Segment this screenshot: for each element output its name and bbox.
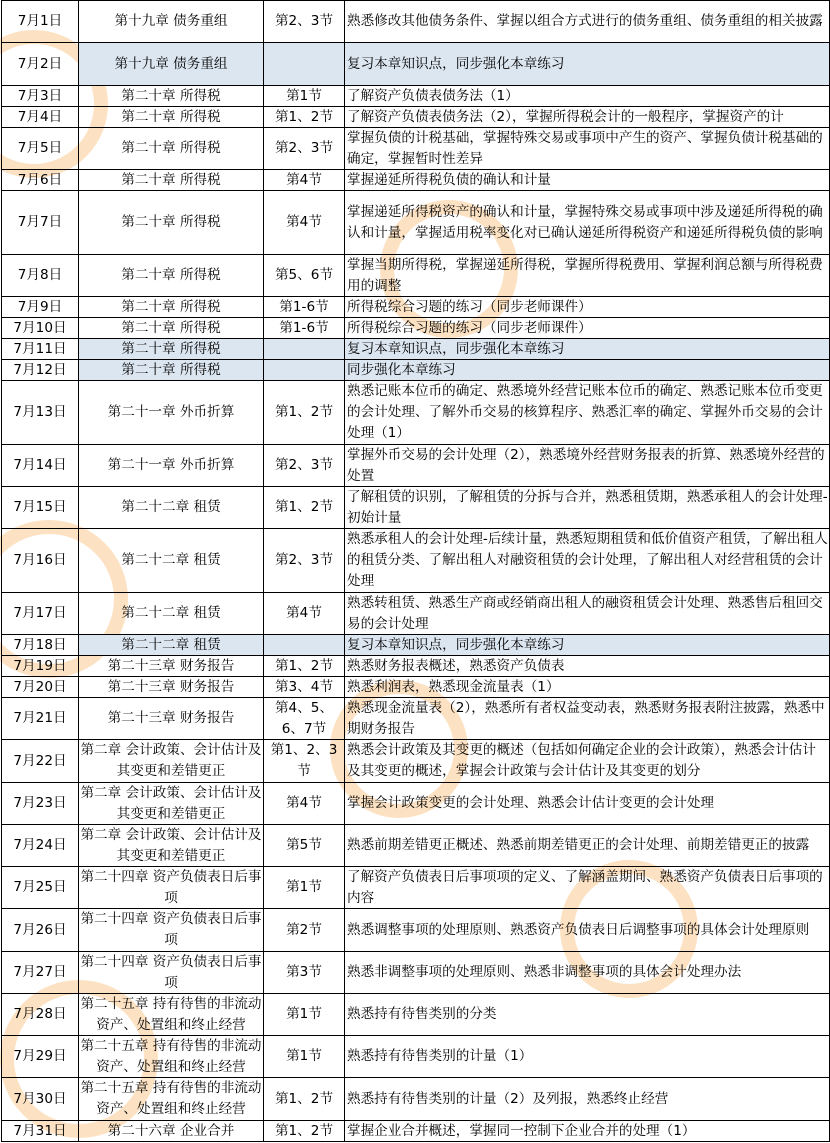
content-cell-text: 掌握递延所得税负债的确认和计量	[347, 172, 551, 188]
content-cell	[345, 529, 830, 593]
date-cell	[2, 381, 79, 445]
content-cell	[345, 43, 830, 86]
date-cell	[2, 318, 79, 339]
chapter-cell	[79, 128, 264, 170]
table-row	[2, 297, 830, 318]
chapter-cell	[79, 43, 264, 86]
table-row	[2, 529, 830, 593]
content-cell-text: 熟悉非调整事项的处理原则、熟悉非调整事项的具体会计处理办法	[347, 964, 742, 980]
section-cell-text: 第4节	[286, 605, 322, 621]
content-cell	[345, 1036, 830, 1078]
date-cell	[2, 909, 79, 952]
chapter-cell	[79, 170, 264, 191]
date-cell	[2, 339, 79, 360]
date-cell	[2, 191, 79, 255]
chapter-cell	[79, 529, 264, 593]
chapter-cell-text: 第二十五章 持有待售的非流动资产、处置组和终止经营	[80, 1038, 262, 1075]
content-cell-text: 复习本章知识点，同步强化本章练习	[347, 55, 565, 72]
chapter-cell-text: 第二十章 所得税	[121, 362, 221, 378]
section-cell-text: 第2节	[286, 921, 322, 938]
chapter-cell-text: 第二十章 所得税	[121, 88, 221, 104]
content-cell-text: 复习本章知识点，同步强化本章练习	[347, 637, 565, 653]
content-cell-text: 熟悉记账本位币的确定、熟悉境外经营记账本位币的确定、熟悉记账本位币变更的会计处理、了解外币交易的核算程序、熟悉汇率的确定、掌握外币交易的会计处理（1）	[347, 383, 823, 441]
chapter-cell-text: 第十九章 债务重组	[114, 13, 228, 29]
section-cell	[264, 656, 345, 677]
table-row	[2, 86, 830, 107]
chapter-cell	[79, 318, 264, 339]
date-cell-text: 7月12日	[13, 362, 67, 378]
content-cell	[345, 698, 830, 740]
content-cell	[345, 909, 830, 952]
section-cell-text	[264, 339, 344, 359]
chapter-cell-text: 第二十一章 外币折算	[107, 404, 235, 420]
table-row	[2, 698, 830, 740]
section-cell	[264, 381, 345, 445]
content-cell-text: 同步强化本章练习	[347, 362, 456, 378]
chapter-cell-text: 第二十章 所得税	[121, 109, 221, 125]
date-cell	[2, 1036, 79, 1078]
date-cell	[2, 740, 79, 783]
content-cell-text: 掌握外币交易的会计处理（2），熟悉境外经营财务报表的折算、熟悉境外经营的处置	[347, 447, 825, 484]
date-cell-text: 7月27日	[13, 964, 67, 980]
chapter-cell-text: 第十九章 债务重组	[114, 55, 228, 72]
section-cell-text: 第1节	[286, 879, 322, 895]
table-row	[2, 1121, 830, 1142]
chapter-cell	[79, 1121, 264, 1142]
chapter-cell-text: 第二十四章 资产负债表日后事项	[80, 869, 262, 906]
section-cell	[264, 445, 345, 487]
content-cell	[345, 191, 830, 255]
date-cell	[2, 487, 79, 529]
chapter-cell-text: 第二章 会计政策、会计估计及其变更和差错更正	[80, 785, 262, 822]
date-cell	[2, 952, 79, 994]
table-row	[2, 339, 830, 360]
content-cell	[345, 86, 830, 107]
section-cell	[264, 635, 345, 656]
section-cell-text: 第2、3节	[274, 140, 334, 156]
content-cell-text: 熟悉承租人的会计处理-后续计量，熟悉短期租赁和低价值资产租赁，了解出租人的租赁分类、了解出租人对融资租赁的会计处理，了解出租人对经营租赁的会计处理	[347, 531, 828, 589]
table-row	[2, 191, 830, 255]
date-cell-text: 7月15日	[13, 499, 67, 515]
section-cell-text: 第1节	[286, 1048, 322, 1064]
date-cell-text: 7月5日	[17, 140, 63, 156]
content-cell-text: 熟悉持有待售类别的计量（1）	[347, 1048, 533, 1064]
section-cell	[264, 952, 345, 994]
date-cell	[2, 1078, 79, 1121]
chapter-cell	[79, 783, 264, 825]
content-cell-text: 掌握负债的计税基础，掌握特殊交易或事项中产生的资产、掌握负债计税基础的确定，掌握暂时性差异	[347, 130, 823, 167]
date-cell	[2, 677, 79, 698]
date-cell	[2, 593, 79, 635]
chapter-cell-text: 第二十四章 资产负债表日后事项	[80, 911, 262, 948]
section-cell	[264, 1078, 345, 1121]
chapter-cell	[79, 86, 264, 107]
table-row	[2, 825, 830, 867]
date-cell	[2, 825, 79, 867]
section-cell-text: 第4节	[286, 795, 322, 811]
content-cell	[345, 994, 830, 1036]
date-cell	[2, 635, 79, 656]
chapter-cell-text: 第二十二章 租赁	[121, 637, 221, 653]
section-cell	[264, 255, 345, 297]
date-cell-text: 7月13日	[13, 404, 67, 420]
section-cell	[264, 1, 345, 43]
content-cell-text: 了解资产负债表日后事项项的定义、了解涵盖期间、熟悉资产负债表日后事项的内容	[347, 869, 823, 906]
table-row	[2, 783, 830, 825]
content-cell	[345, 1078, 830, 1121]
study-schedule-table	[1, 0, 830, 1142]
section-cell-text	[264, 635, 344, 655]
date-cell-text: 7月24日	[13, 837, 67, 853]
chapter-cell	[79, 909, 264, 952]
section-cell-text: 第1节	[286, 1006, 322, 1022]
date-cell-text: 7月1日	[17, 13, 63, 29]
table-row	[2, 635, 830, 656]
date-cell	[2, 128, 79, 170]
section-cell	[264, 698, 345, 740]
date-cell	[2, 529, 79, 593]
table-row	[2, 170, 830, 191]
section-cell	[264, 825, 345, 867]
date-cell-text: 7月22日	[13, 752, 67, 769]
section-cell-text: 第1、2节	[274, 499, 334, 515]
chapter-cell	[79, 255, 264, 297]
chapter-cell-text: 第二十一章 外币折算	[107, 457, 235, 473]
chapter-cell-text: 第二十章 所得税	[121, 140, 221, 156]
date-cell-text: 7月16日	[13, 552, 67, 568]
section-cell	[264, 783, 345, 825]
date-cell	[2, 445, 79, 487]
section-cell-text: 第5节	[286, 837, 322, 853]
content-cell	[345, 128, 830, 170]
content-cell-text: 掌握企业合并概述，掌握同一控制下企业合并的处理（1）	[347, 1123, 696, 1139]
date-cell-text: 7月26日	[13, 921, 67, 938]
section-cell-text	[264, 43, 344, 85]
date-cell-text: 7月8日	[17, 267, 63, 283]
table-row	[2, 445, 830, 487]
content-cell	[345, 487, 830, 529]
section-cell-text: 第1-6节	[279, 299, 329, 315]
table-row	[2, 952, 830, 994]
date-cell-text: 7月9日	[17, 299, 63, 315]
table-row	[2, 128, 830, 170]
content-cell	[345, 635, 830, 656]
section-cell	[264, 86, 345, 107]
content-cell	[345, 360, 830, 381]
chapter-cell-text: 第二十四章 资产负债表日后事项	[80, 954, 262, 991]
table-row	[2, 740, 830, 783]
content-cell-text: 掌握递延所得税资产的确认和计量，掌握特殊交易或事项中涉及递延所得税的确认和计量，掌握适用税率变化对已确认递延所得税资产和递延所得税负债的影响	[347, 203, 823, 241]
content-cell	[345, 297, 830, 318]
section-cell	[264, 909, 345, 952]
chapter-cell	[79, 825, 264, 867]
date-cell	[2, 1, 79, 43]
content-cell-text: 熟悉前期差错更正概述、熟悉前期差错更正的会计处理、前期差错更正的披露	[347, 837, 810, 853]
section-cell	[264, 297, 345, 318]
content-cell	[345, 339, 830, 360]
chapter-cell	[79, 994, 264, 1036]
date-cell	[2, 1121, 79, 1142]
table-row	[2, 1, 830, 43]
section-cell-text: 第4、5、6、7节	[274, 700, 334, 737]
content-cell	[345, 952, 830, 994]
content-cell	[345, 656, 830, 677]
chapter-cell	[79, 381, 264, 445]
content-cell-text: 了解资产负债表债务法（1）	[347, 88, 519, 104]
section-cell-text: 第1、2节	[274, 404, 334, 420]
chapter-cell-text: 第二章 会计政策、会计估计及其变更和差错更正	[80, 827, 262, 864]
table-row	[2, 255, 830, 297]
section-cell-text: 第1、2节	[274, 1090, 334, 1107]
content-cell	[345, 381, 830, 445]
date-cell-text: 7月28日	[13, 1006, 67, 1022]
content-cell	[345, 107, 830, 128]
chapter-cell-text: 第二十章 所得税	[121, 172, 221, 188]
content-cell-text: 复习本章知识点，同步强化本章练习	[347, 341, 565, 357]
section-cell	[264, 128, 345, 170]
content-cell-text: 熟悉调整事项的处理原则、熟悉资产负债表日后调整事项的具体会计处理原则	[347, 921, 810, 938]
date-cell-text: 7月31日	[13, 1123, 67, 1139]
chapter-cell	[79, 698, 264, 740]
chapter-cell	[79, 191, 264, 255]
date-cell-text: 7月6日	[17, 172, 63, 188]
date-cell-text: 7月25日	[13, 879, 67, 895]
date-cell-text: 7月7日	[17, 214, 63, 230]
chapter-cell-text: 第二十章 所得税	[121, 267, 221, 283]
section-cell	[264, 318, 345, 339]
date-cell-text: 7月29日	[13, 1048, 67, 1064]
section-cell-text	[264, 360, 344, 380]
chapter-cell	[79, 1, 264, 43]
table-row	[2, 677, 830, 698]
section-cell-text: 第2、3节	[274, 13, 334, 29]
section-cell-text: 第1、2、3节	[270, 742, 338, 779]
section-cell-text: 第1节	[286, 88, 322, 104]
chapter-cell	[79, 339, 264, 360]
section-cell-text: 第3节	[286, 964, 322, 980]
date-cell-text: 7月14日	[13, 457, 67, 473]
section-cell	[264, 1121, 345, 1142]
chapter-cell	[79, 952, 264, 994]
chapter-cell-text: 第二章 会计政策、会计估计及其变更和差错更正	[80, 742, 262, 779]
content-cell-text: 熟悉修改其他债务条件、掌握以组合方式进行的债务重组、债务重组的相关披露	[347, 13, 823, 29]
content-cell-text: 掌握会计政策变更的会计处理、熟悉会计估计变更的会计处理	[347, 795, 715, 811]
table-row	[2, 593, 830, 635]
section-cell-text: 第4节	[286, 172, 322, 188]
date-cell-text: 7月20日	[13, 679, 67, 695]
table-row	[2, 1078, 830, 1121]
content-cell-text: 熟悉会计政策及其变更的概述（包括如何确定企业的会计政策），熟悉会计估计及其变更的概述，掌握会计政策与会计估计及其变更的划分	[347, 742, 816, 779]
content-cell	[345, 740, 830, 783]
section-cell-text: 第1、2节	[274, 109, 334, 125]
content-cell	[345, 1121, 830, 1142]
chapter-cell	[79, 593, 264, 635]
section-cell-text: 第1-6节	[279, 320, 329, 336]
date-cell	[2, 867, 79, 909]
chapter-cell	[79, 740, 264, 783]
chapter-cell-text: 第二十五章 持有待售的非流动资产、处置组和终止经营	[80, 1080, 262, 1117]
chapter-cell-text: 第二十五章 持有待售的非流动资产、处置组和终止经营	[80, 996, 262, 1033]
content-cell	[345, 867, 830, 909]
section-cell	[264, 740, 345, 783]
section-cell	[264, 677, 345, 698]
date-cell-text: 7月17日	[13, 605, 67, 621]
section-cell-text: 第1、2节	[274, 1123, 334, 1139]
date-cell	[2, 86, 79, 107]
date-cell-text: 7月11日	[13, 341, 67, 357]
chapter-cell-text: 第二十二章 租赁	[121, 605, 221, 621]
section-cell	[264, 360, 345, 381]
date-cell-text: 7月23日	[13, 795, 67, 811]
date-cell-text: 7月19日	[13, 658, 67, 674]
content-cell-text: 熟悉转租赁、熟悉生产商或经销商出租人的融资租赁会计处理、熟悉售后租回交易的会计处理	[347, 595, 823, 632]
section-cell	[264, 107, 345, 128]
content-cell	[345, 255, 830, 297]
content-cell-text: 所得税综合习题的练习（同步老师课件）	[347, 320, 592, 336]
chapter-cell-text: 第二十三章 财务报告	[107, 710, 235, 726]
chapter-cell-text: 第二十三章 财务报告	[107, 679, 235, 695]
table-row	[2, 381, 830, 445]
chapter-cell	[79, 1078, 264, 1121]
date-cell-text: 7月30日	[13, 1090, 67, 1107]
chapter-cell-text: 第二十章 所得税	[121, 320, 221, 336]
date-cell	[2, 994, 79, 1036]
date-cell	[2, 255, 79, 297]
section-cell	[264, 339, 345, 360]
content-cell-text: 掌握当期所得税，掌握递延所得税，掌握所得税费用、掌握利润总额与所得税费用的调整	[347, 257, 823, 294]
content-cell-text: 熟悉财务报表概述，熟悉资产负债表	[347, 658, 565, 674]
table-row	[2, 867, 830, 909]
content-cell-text: 了解租赁的识别，了解租赁的分拆与合并，熟悉租赁期，熟悉承租人的会计处理-初始计量	[347, 489, 828, 526]
section-cell	[264, 867, 345, 909]
chapter-cell	[79, 445, 264, 487]
date-cell	[2, 698, 79, 740]
date-cell	[2, 170, 79, 191]
section-cell-text: 第3、4节	[274, 679, 334, 695]
chapter-cell	[79, 1036, 264, 1078]
section-cell	[264, 593, 345, 635]
table-row	[2, 487, 830, 529]
chapter-cell-text: 第二十二章 租赁	[121, 552, 221, 568]
table-row	[2, 656, 830, 677]
table-row	[2, 107, 830, 128]
section-cell-text: 第1、2节	[274, 658, 334, 674]
table-row	[2, 994, 830, 1036]
content-cell	[345, 677, 830, 698]
chapter-cell-text: 第二十章 所得税	[121, 299, 221, 315]
date-cell-text: 7月3日	[17, 88, 63, 104]
section-cell-text: 第5、6节	[274, 267, 334, 283]
chapter-cell	[79, 867, 264, 909]
content-cell	[345, 825, 830, 867]
table-row	[2, 360, 830, 381]
content-cell-text: 熟悉持有待售类别的计量（2）及列报，熟悉终止经营	[347, 1090, 669, 1107]
content-cell-text: 所得税综合习题的练习（同步老师课件）	[347, 299, 592, 315]
section-cell	[264, 191, 345, 255]
chapter-cell	[79, 487, 264, 529]
date-cell	[2, 297, 79, 318]
chapter-cell	[79, 360, 264, 381]
date-cell	[2, 107, 79, 128]
content-cell-text: 了解资产负债表债务法（2），掌握所得税会计的一般程序，掌握资产的计	[347, 109, 784, 125]
section-cell	[264, 529, 345, 593]
chapter-cell-text: 第二十二章 租赁	[121, 499, 221, 515]
chapter-cell	[79, 635, 264, 656]
content-cell	[345, 170, 830, 191]
date-cell-text: 7月18日	[13, 637, 67, 653]
date-cell	[2, 783, 79, 825]
content-cell	[345, 783, 830, 825]
content-cell-text: 熟悉持有待售类别的分类	[347, 1006, 497, 1022]
section-cell-text: 第2、3节	[274, 552, 334, 568]
section-cell	[264, 1036, 345, 1078]
date-cell-text: 7月10日	[13, 320, 67, 336]
date-cell	[2, 656, 79, 677]
date-cell-text: 7月2日	[17, 55, 63, 72]
chapter-cell-text: 第二十三章 财务报告	[107, 658, 235, 674]
content-cell-text: 熟悉利润表，熟悉现金流量表（1）	[347, 679, 560, 695]
section-cell-text: 第2、3节	[274, 457, 334, 473]
chapter-cell-text: 第二十章 所得税	[121, 214, 221, 230]
table-row	[2, 318, 830, 339]
chapter-cell	[79, 107, 264, 128]
chapter-cell	[79, 297, 264, 318]
chapter-cell	[79, 656, 264, 677]
content-cell	[345, 593, 830, 635]
chapter-cell-text: 第二十六章 企业合并	[107, 1123, 235, 1139]
section-cell	[264, 994, 345, 1036]
table-row	[2, 909, 830, 952]
date-cell-text: 7月21日	[13, 710, 67, 726]
section-cell	[264, 487, 345, 529]
date-cell	[2, 43, 79, 86]
date-cell-text: 7月4日	[17, 109, 63, 125]
section-cell	[264, 170, 345, 191]
content-cell	[345, 445, 830, 487]
chapter-cell	[79, 677, 264, 698]
section-cell	[264, 43, 345, 86]
table-row	[2, 1036, 830, 1078]
content-cell	[345, 318, 830, 339]
date-cell	[2, 360, 79, 381]
chapter-cell-text: 第二十章 所得税	[121, 341, 221, 357]
content-cell-text: 熟悉现金流量表（2），熟悉所有者权益变动表，熟悉财务报表附注披露，熟悉中期财务报告	[347, 700, 825, 737]
section-cell-text: 第4节	[286, 214, 322, 230]
table-row	[2, 43, 830, 86]
content-cell	[345, 1, 830, 43]
